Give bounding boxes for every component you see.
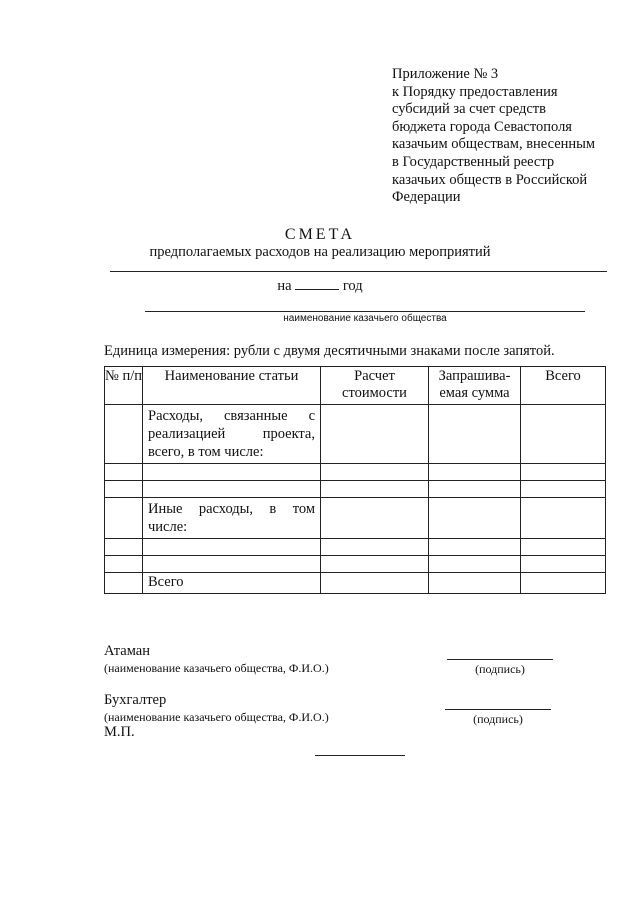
cell-requested[interactable] — [429, 481, 521, 498]
year-blank-field[interactable] — [295, 277, 339, 290]
table-row — [105, 539, 606, 556]
cell-name[interactable] — [143, 556, 321, 573]
table-row — [105, 405, 606, 464]
cell-calc[interactable] — [321, 481, 429, 498]
cell-num[interactable] — [105, 498, 143, 539]
cell-requested[interactable] — [429, 539, 521, 556]
society-name-caption: наименование казачьего общества — [283, 313, 447, 324]
cell-total[interactable] — [521, 464, 606, 481]
cell-requested[interactable] — [429, 498, 521, 539]
accountant-signature-line[interactable] — [445, 709, 551, 710]
cell-total[interactable] — [521, 573, 606, 594]
estimate-table — [104, 366, 606, 594]
accountant-signature-caption: (подпись) — [473, 712, 523, 726]
table-row — [105, 556, 606, 573]
cell-total[interactable] — [521, 498, 606, 539]
appendix-line: Федерации — [392, 189, 461, 206]
year-suffix: год — [342, 278, 363, 294]
table-row — [105, 498, 606, 539]
cell-total[interactable] — [521, 481, 606, 498]
accountant-label: Бухгалтер — [104, 692, 167, 708]
other-expenses-label: Иные расходы, в том числе: — [148, 501, 315, 535]
total-label: Всего — [148, 574, 184, 590]
cell-calc[interactable] — [321, 405, 429, 464]
date-line[interactable] — [315, 755, 405, 756]
cell-requested[interactable] — [429, 556, 521, 573]
event-name-line[interactable] — [110, 271, 607, 272]
ataman-signature-caption: (подпись) — [475, 662, 525, 676]
appendix-line: казачьих обществ в Российской — [392, 171, 588, 188]
year-prefix: на — [277, 278, 292, 294]
society-name-line[interactable] — [145, 311, 585, 312]
appendix-line: в Государственный реестр — [392, 153, 555, 170]
year-row — [0, 277, 640, 295]
table-total-row — [105, 573, 606, 594]
cell-total[interactable] — [521, 539, 606, 556]
cell-num[interactable] — [105, 573, 143, 594]
cell-requested[interactable] — [429, 405, 521, 464]
accountant-caption: (наименование казачьего общества, Ф.И.О.) — [104, 710, 329, 724]
header-name: Наименование статьи — [143, 367, 321, 405]
cell-calc[interactable] — [321, 464, 429, 481]
cell-name[interactable] — [143, 464, 321, 481]
ataman-label: Атаман — [104, 643, 150, 659]
units-note: Единица измерения: рубли с двумя десятичными знаками после запятой. — [104, 343, 555, 359]
cell-num[interactable] — [105, 481, 143, 498]
cell-num[interactable] — [105, 556, 143, 573]
cell-total[interactable] — [521, 405, 606, 464]
appendix-line: казачьим обществам, внесенным — [392, 136, 596, 153]
cell-num[interactable] — [105, 539, 143, 556]
cell-calc[interactable] — [321, 539, 429, 556]
project-expenses-label: Расходы, связанные с реализацией проекта, всего, в том числе: — [148, 408, 315, 460]
table-header-row — [105, 367, 606, 405]
cell-requested[interactable] — [429, 573, 521, 594]
header-requested: Запрашива-емая сумма — [429, 367, 521, 405]
cell-num[interactable] — [105, 464, 143, 481]
stamp-label: М.П. — [104, 724, 135, 740]
cell-requested[interactable] — [429, 464, 521, 481]
cell-num[interactable] — [105, 405, 143, 464]
cell-name — [143, 405, 321, 464]
appendix-line: субсидий за счет средств — [392, 101, 546, 118]
document-title: СМЕТА — [284, 226, 356, 243]
ataman-caption: (наименование казачьего общества, Ф.И.О.) — [104, 661, 329, 675]
appendix-line: к Порядку предоставления — [392, 83, 558, 100]
header-calc: Расчет стоимости — [321, 367, 429, 405]
table-row — [105, 464, 606, 481]
appendix-block — [392, 66, 632, 207]
ataman-signature-line[interactable] — [447, 659, 553, 660]
cell-name[interactable] — [143, 481, 321, 498]
cell-calc[interactable] — [321, 573, 429, 594]
cell-name — [143, 498, 321, 539]
header-total: Всего — [521, 367, 606, 405]
table-row — [105, 481, 606, 498]
appendix-line: Приложение № 3 — [392, 66, 499, 82]
cell-name — [143, 573, 321, 594]
cell-calc[interactable] — [321, 556, 429, 573]
cell-name[interactable] — [143, 539, 321, 556]
header-num: № п/п — [105, 367, 143, 405]
cell-calc[interactable] — [321, 498, 429, 539]
appendix-line: бюджета города Севастополя — [392, 118, 572, 135]
cell-total[interactable] — [521, 556, 606, 573]
document-subtitle: предполагаемых расходов на реализацию мероприятий — [149, 244, 491, 260]
